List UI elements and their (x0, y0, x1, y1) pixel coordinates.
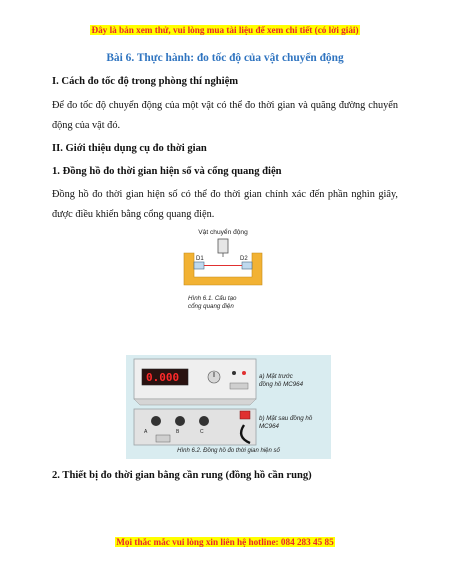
figure-6-2-caption: Hình 6.2. Đồng hồ đo thời gian hiện số (177, 448, 280, 454)
d1-label: D1 (196, 256, 204, 262)
emitter-shape (194, 262, 204, 269)
moving-object-label: Vật chuyển động (198, 229, 248, 236)
svg-text:C: C (200, 429, 204, 435)
figure-6-2 (126, 355, 331, 459)
subsection2-heading: 2. Thiết bị đo thời gian bằng cần rung (đồng hồ cần rung) (52, 470, 312, 481)
preview-banner (0, 25, 450, 35)
front-panel-label: a) Mặt trước đồng hồ MC964 (259, 373, 304, 388)
lesson-title: Bài 6. Thực hành: đo tốc độ của vật chuyển động (106, 52, 344, 64)
photogate-diagram (174, 229, 272, 295)
moving-object-shape (218, 239, 228, 253)
section1-text: Để đo tốc độ chuyển động của một vật có thể đo thời gian và quãng đường chuyển động của vật đó. (52, 100, 398, 131)
socket-c (199, 416, 209, 426)
svg-text:A: A (144, 429, 148, 435)
socket-a (151, 416, 161, 426)
hotline-footer-text: Mọi thắc mắc vui lòng xin liên hệ hotline: 084 283 45 85 (116, 537, 334, 547)
section1-heading: I. Cách đo tốc độ trong phòng thí nghiệm (52, 76, 239, 87)
figure-6-1 (174, 229, 272, 323)
hotline-footer (0, 537, 450, 547)
timer-back-panel (134, 409, 256, 445)
power-switch (240, 411, 250, 419)
d2-label: D2 (240, 256, 248, 262)
timer-illustration (126, 355, 331, 459)
receiver-shape (242, 262, 252, 269)
subsection1-text: Đồng hồ đo thời gian hiện số có thể đo thời gian chính xác đến phần nghìn giây, được điều khiển bằng cổng quang điện. (52, 189, 398, 220)
svg-text:B: B (176, 429, 180, 435)
led-display-value: 0.000 (146, 371, 180, 384)
socket-b (175, 416, 185, 426)
figure-6-1-caption: Hình 6.1. Cấu tạo cổng quang điện (188, 295, 237, 310)
subsection1-heading: 1. Đồng hồ đo thời gian hiện số và cổng quang điện (52, 166, 282, 177)
preview-banner-text: Đây là bản xem thử, vui lòng mua tài liệu để xem chi tiết (có lời giải) (91, 25, 359, 35)
back-panel-label: b) Mặt sau đồng hồ MC964 (259, 415, 313, 430)
section2-heading: II. Giới thiệu dụng cụ đo thời gian (52, 143, 207, 154)
